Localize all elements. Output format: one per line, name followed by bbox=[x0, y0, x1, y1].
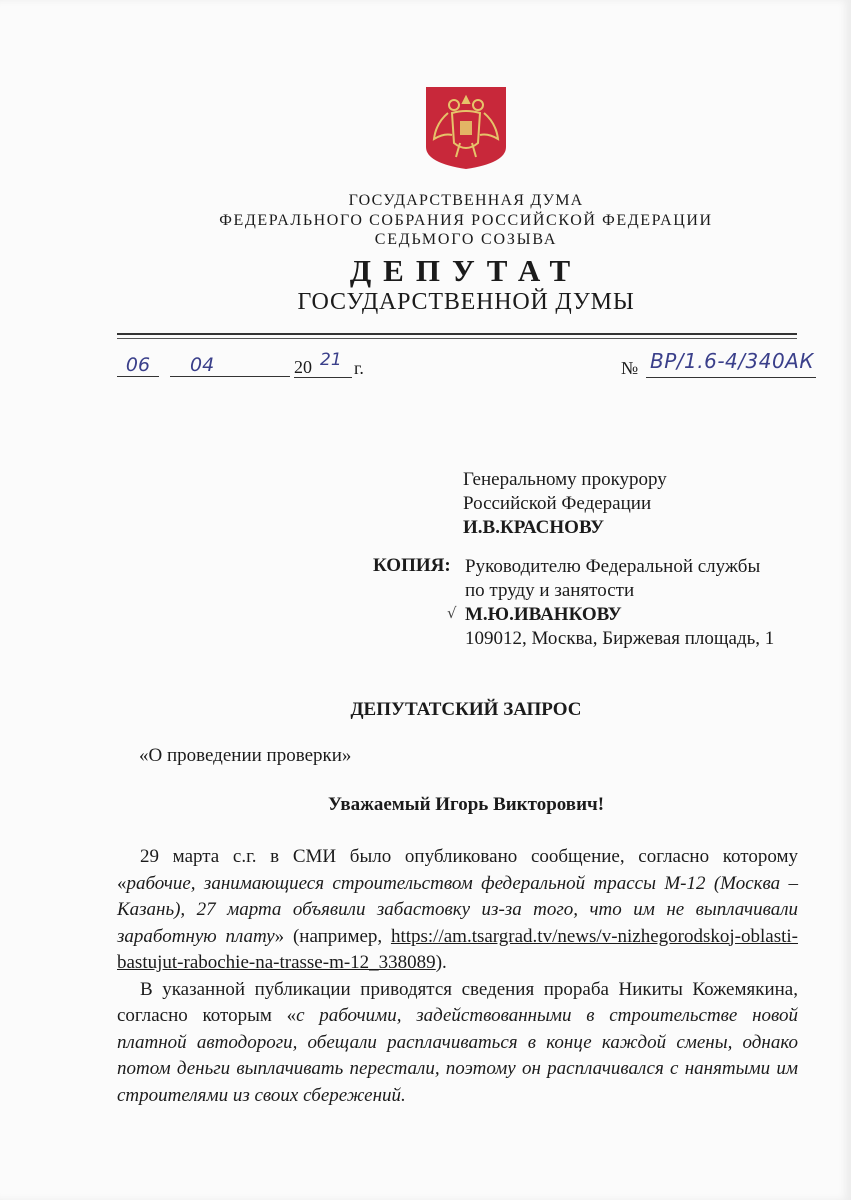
number-underline bbox=[646, 377, 816, 378]
header-line-2: ФЕДЕРАЛЬНОГО СОБРАНИЯ РОССИЙСКОЙ ФЕДЕРАЦИИ bbox=[219, 212, 713, 229]
paragraph-2 bbox=[117, 977, 798, 1110]
p1-text-c: ). bbox=[435, 952, 447, 973]
date-suffix: г. bbox=[354, 358, 364, 378]
copy-label: КОПИЯ: bbox=[373, 555, 451, 576]
source-link[interactable]: https://am.tsargrad.tv/news/v-nizhegorodskoj-oblasti-bastujut-rabochie-na-trasse-m-12_338089 bbox=[117, 925, 798, 973]
copy-address: 109012, Москва, Биржевая площадь, 1 bbox=[465, 628, 775, 649]
date-day: 06 bbox=[117, 354, 159, 377]
number-sign: № bbox=[621, 358, 639, 378]
date-month: 04 bbox=[170, 354, 290, 377]
header-line-1: ГОСУДАРСТВЕННАЯ ДУМА bbox=[348, 192, 584, 209]
date-year-handwritten: 21 bbox=[320, 350, 342, 370]
date-year-printed: 20 bbox=[294, 357, 312, 377]
p1-text-a: 29 марта с.г. в СМИ было опубликовано сообщение, согласно которому « bbox=[117, 846, 798, 894]
copy-recipient-block bbox=[465, 555, 774, 651]
russian-coat-of-arms-icon bbox=[422, 83, 510, 171]
p1-quote: рабочие, занимающиеся строительством федеральной трассы М-12 (Москва – Казань), 27 марта объявили забастовку из-за того, что им не выплачивали заработную плату bbox=[117, 872, 798, 947]
document-title: ДЕПУТАТ bbox=[349, 253, 583, 288]
request-subject: «О проведении проверки» bbox=[139, 745, 352, 766]
letter-body bbox=[117, 844, 798, 1109]
addressee-name: И.В.КРАСНОВУ bbox=[463, 517, 605, 538]
request-title: ДЕПУТАТСКИЙ ЗАПРОС bbox=[350, 699, 582, 720]
document-subtitle: ГОСУДАРСТВЕННОЙ ДУМЫ bbox=[297, 289, 635, 315]
document-number: ВР/1.6-4/340АК bbox=[650, 349, 815, 373]
header-divider-thin bbox=[117, 338, 797, 339]
addressee-line-2: Российской Федерации bbox=[463, 493, 652, 514]
check-mark: √ bbox=[447, 604, 457, 622]
p1-text-b: » (например, bbox=[274, 925, 391, 947]
paragraph-1 bbox=[117, 844, 798, 977]
header-divider bbox=[117, 333, 797, 335]
p2-quote: с рабочими, задействованными в строительстве новой платной автодороги, обещали расплачиваться в конце каждой смены, однако потом деньги выплачивать перестали, поэтому он расплачивался с нанятыми им строителями из своих сбережений. bbox=[117, 1005, 798, 1106]
copy-line-2: по труду и занятости bbox=[465, 580, 635, 601]
header-line-3: СЕДЬМОГО СОЗЫВА bbox=[374, 231, 558, 248]
copy-name: М.Ю.ИВАНКОВУ bbox=[465, 604, 622, 625]
p2-text-a: В указанной публикации приводятся сведения прораба Никиты Кожемякина, согласно которым « bbox=[117, 978, 798, 1026]
addressee-line-1: Генеральному прокурору bbox=[463, 469, 667, 490]
date-year-underline bbox=[294, 377, 352, 378]
greeting: Уважаемый Игорь Викторович! bbox=[327, 794, 605, 815]
copy-line-1: Руководителю Федеральной службы bbox=[465, 556, 761, 577]
addressee-block bbox=[463, 468, 667, 540]
